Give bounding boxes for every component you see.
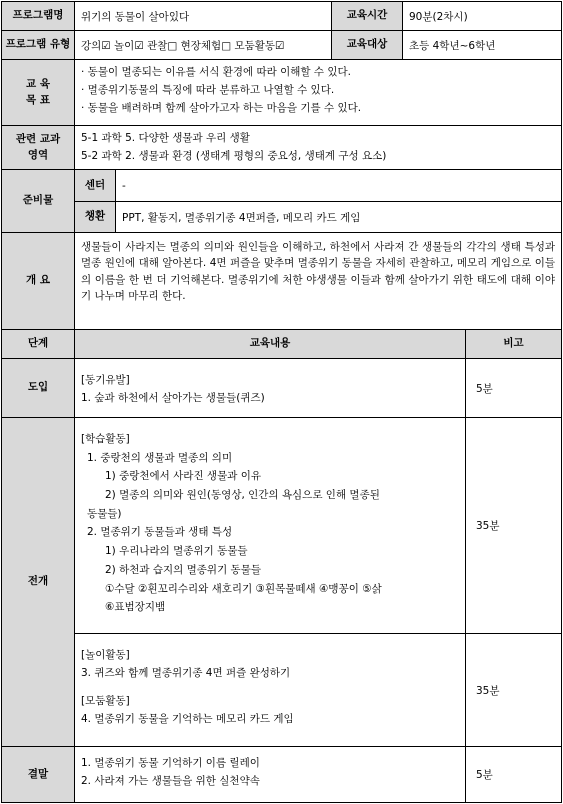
learning-activity-note: 35분 — [465, 417, 562, 634]
intro-stage: 도입 — [1, 358, 75, 418]
closing-line: 1. 멸종위기 동물 기억하기 이름 릴레이 — [81, 757, 260, 769]
activity-line: ⑥표범장지뱀 — [105, 601, 166, 614]
learning-activity-content — [74, 417, 466, 634]
activity-line: 2) 하천과 습지의 멸종위기 동물들 — [105, 563, 261, 576]
activity-line: 동물들) — [87, 507, 122, 520]
play-group-activity-content — [74, 633, 466, 747]
activity-line: 4. 멸종위기 동물을 기억하는 메모리 카드 게임 — [81, 713, 294, 726]
intro-line: 1. 숲과 하천에서 살아가는 생물들(퀴즈) — [81, 392, 265, 405]
activity-line: 1. 중랑천의 생물과 멸종의 의미 — [87, 451, 233, 464]
closing-note: 5분 — [465, 746, 562, 803]
target-value: 초등 4학년~6학년 — [402, 30, 562, 60]
materials-label: 준비물 — [1, 169, 75, 233]
program-name-value: 위기의 동물이 살아있다 — [74, 1, 332, 31]
activity-line: 2. 멸종위기 동물들과 생태 특성 — [87, 526, 233, 539]
goal-item: · 동물이 멸종되는 이유를 서식 환경에 따라 이해할 수 있다. — [81, 66, 352, 78]
curriculum-content — [74, 125, 562, 170]
activity-line: [학습활동] — [81, 433, 130, 445]
intro-note: 5분 — [465, 358, 562, 418]
overview-text: 생물들이 사라지는 멸종의 의미와 원인들을 이해하고, 하천에서 사라져 간 생물들의 각각의 생태 특성과 멸종 원인에 대해 알아본다. 4면 퍼즐을 맞추며 멸종위기 동물을 자세히 관찰하고, 메모리 게임으로 이들의 이름을 한 번 더 기억해본다. 멸종위기에 처한 야생생물 이들과 함께 살아가기 위한 태도에 대해 이야기 나누며 마무리 한다. — [81, 241, 555, 302]
closing-content — [74, 746, 466, 803]
curriculum-item: 5-1 과학 5. 다양한 생물과 우리 생활 — [81, 132, 250, 144]
activity-line: 3. 퀴즈와 함께 멸종위기종 4면 퍼즐 완성하기 — [81, 667, 291, 680]
program-type-value: 강의☑ 놀이☑ 관찰□ 현장체험□ 모둠활동☑ — [74, 30, 332, 60]
closing-stage: 결말 — [1, 746, 75, 803]
program-type-label: 프로그램 유형 — [1, 30, 75, 60]
teacher-label: 챙환 — [74, 201, 116, 233]
time-value: 90분(2차시) — [402, 1, 562, 31]
curriculum-label: 관련 교과 영역 — [1, 125, 75, 170]
play-group-activity-note: 35분 — [465, 633, 562, 747]
activity-line: ①수달 ②흰꼬리수리와 새호리기 ③흰목물떼새 ④맹꽁이 ⑤삵 — [105, 582, 382, 595]
activity-line: 2) 멸종의 의미와 원인(동영상, 인간의 욕심으로 인해 멸종된 — [105, 489, 380, 502]
closing-line: 2. 사라져 가는 생물들을 위한 실천약속 — [81, 775, 260, 788]
overview-label: 개 요 — [1, 232, 75, 330]
activity-line: 1) 우리나라의 멸종위기 동물들 — [105, 545, 248, 558]
activity-line: 1) 중랑천에서 사라진 생물과 이유 — [105, 470, 261, 483]
goals-label: 교 육 목 표 — [1, 59, 75, 126]
target-label: 교육대상 — [331, 30, 403, 60]
development-stage: 전개 — [1, 417, 75, 747]
activity-line: [놀이활동] — [81, 649, 130, 661]
note-header: 비고 — [465, 329, 562, 359]
spacer — [81, 682, 459, 692]
center-value: - — [115, 169, 562, 202]
curriculum-item: 5-2 과학 2. 생물과 환경 (생태계 평형의 중요성, 생태계 구성 요소) — [81, 150, 387, 163]
goal-item: · 동물을 배려하며 함께 살아가고자 하는 마음을 기를 수 있다. — [81, 102, 362, 115]
center-label: 센터 — [74, 169, 116, 202]
content-header: 교육내용 — [74, 329, 466, 359]
intro-line: [동기유발] — [81, 374, 130, 386]
activity-line: [모둠활동] — [81, 695, 130, 708]
time-label: 교육시간 — [331, 1, 403, 31]
intro-content — [74, 358, 466, 418]
goal-item: · 멸종위기동물의 특징에 따라 분류하고 나열할 수 있다. — [81, 84, 335, 97]
program-name-label: 프로그램명 — [1, 1, 75, 31]
stage-header: 단계 — [1, 329, 75, 359]
goals-content — [74, 59, 562, 126]
teacher-value: PPT, 활동지, 멸종위기종 4면퍼즐, 메모리 카드 게임 — [115, 201, 562, 233]
overview-content — [74, 232, 562, 330]
